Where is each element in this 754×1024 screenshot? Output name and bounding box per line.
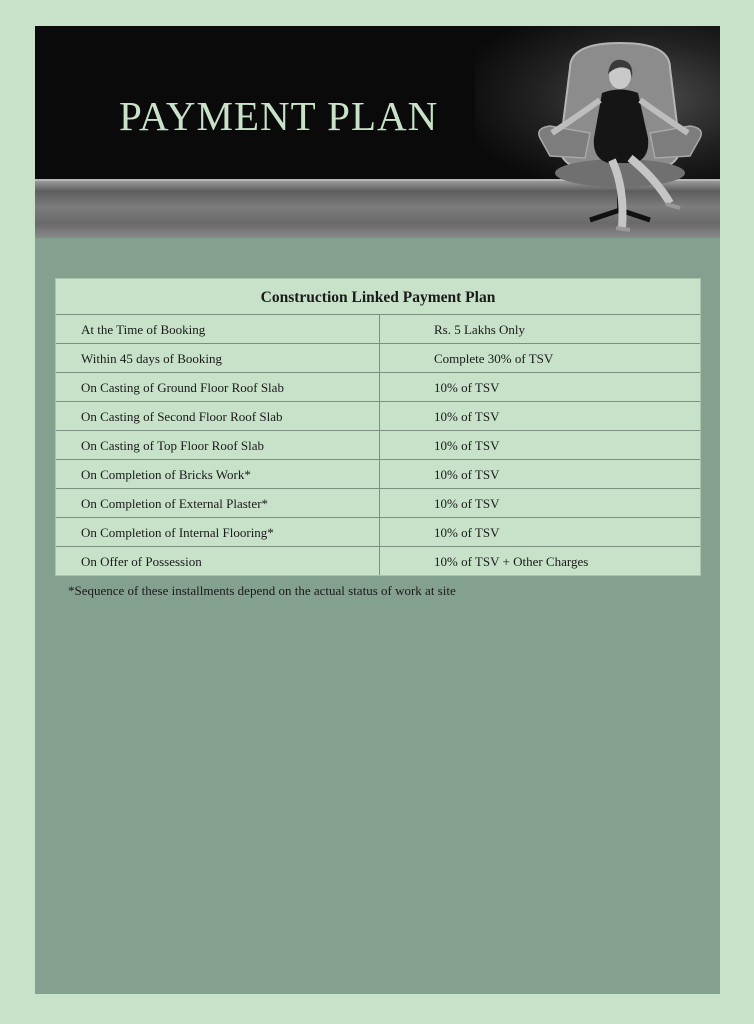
stage-cell: On Casting of Top Floor Roof Slab	[56, 431, 380, 459]
payment-plan-table	[55, 278, 701, 576]
table-row	[56, 373, 700, 402]
amount-cell: 10% of TSV	[434, 380, 500, 395]
table-row	[56, 518, 700, 547]
stage-cell: On Offer of Possession	[56, 547, 380, 575]
amount-cell: 10% of TSV	[434, 467, 500, 482]
stage-cell: On Casting of Second Floor Roof Slab	[56, 402, 380, 430]
amount-cell: 10% of TSV	[434, 438, 500, 453]
amount-cell: 10% of TSV	[434, 525, 500, 540]
amount-cell: 10% of TSV	[434, 409, 500, 424]
stage-cell: At the Time of Booking	[56, 315, 380, 343]
amount-cell: Complete 30% of TSV	[434, 351, 554, 366]
stage-cell: On Completion of Internal Flooring*	[56, 518, 380, 546]
header-banner	[35, 26, 720, 238]
amount-cell: Rs. 5 Lakhs Only	[434, 322, 525, 337]
stage-cell: On Completion of Bricks Work*	[56, 460, 380, 488]
table-title: Construction Linked Payment Plan	[56, 279, 700, 315]
stage-cell: On Completion of External Plaster*	[56, 489, 380, 517]
footnote: *Sequence of these installments depend on the actual status of work at site	[68, 583, 456, 598]
table-row	[56, 489, 700, 518]
amount-cell: 10% of TSV + Other Charges	[434, 554, 589, 569]
page-panel	[35, 26, 720, 994]
woman-in-armchair-photo	[530, 38, 710, 238]
table-row	[56, 460, 700, 489]
stage-cell: Within 45 days of Booking	[56, 344, 380, 372]
table-row	[56, 431, 700, 460]
page-title: PAYMENT PLAN	[119, 93, 439, 139]
table-row	[56, 547, 700, 575]
stage-cell: On Casting of Ground Floor Roof Slab	[56, 373, 380, 401]
table-row	[56, 315, 700, 344]
table-row	[56, 402, 700, 431]
amount-cell: 10% of TSV	[434, 496, 500, 511]
table-row	[56, 344, 700, 373]
